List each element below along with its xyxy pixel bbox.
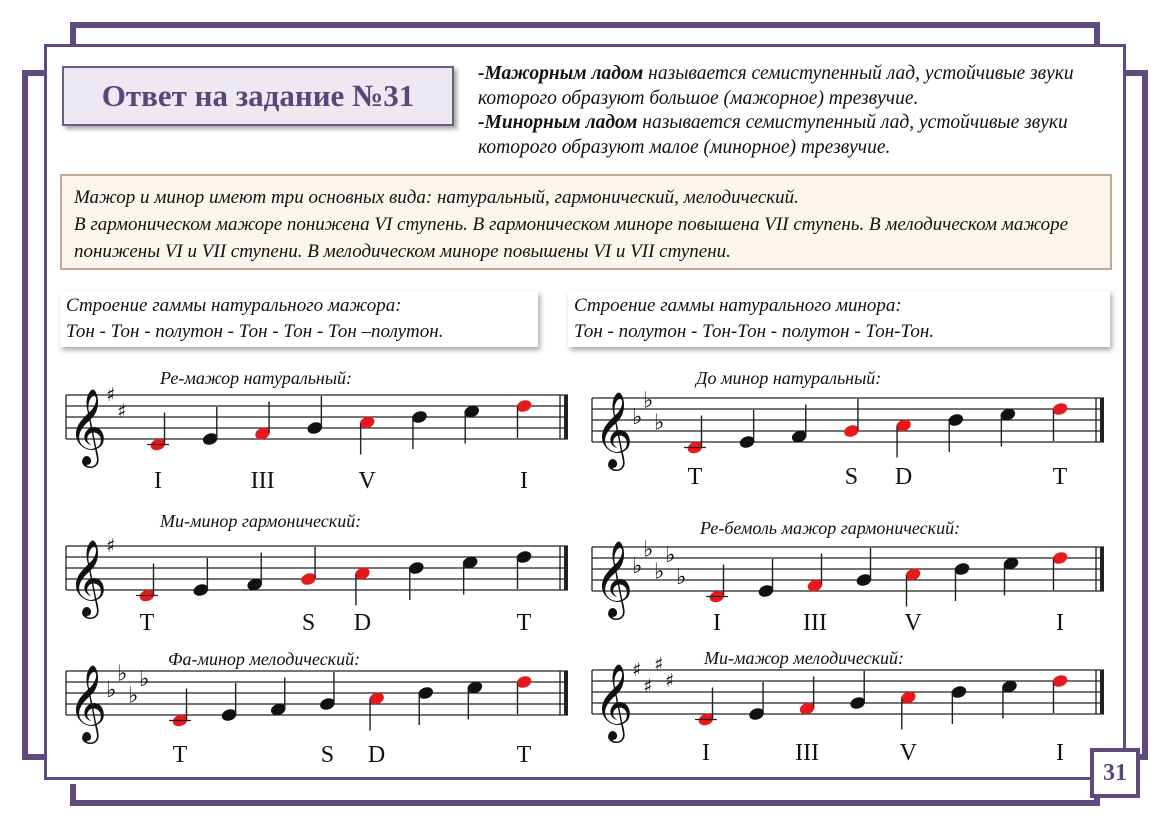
flat-icon: ♭ bbox=[139, 667, 150, 692]
degree-label: V bbox=[358, 468, 376, 494]
treble-clef-icon: 𝄞 bbox=[68, 664, 108, 741]
sharp-icon: ♯ bbox=[632, 659, 642, 681]
info-line-2: В гармоническом мажоре понижена VI ступень. В гармоническом миноре повышена VII ступень. В мелодическом мажоре понижены VI и VII ступени. В мелодическом миноре повышены VI и VII ступени. bbox=[74, 214, 1069, 262]
scale-staff bbox=[66, 649, 568, 768]
degree-label: D bbox=[367, 742, 386, 768]
definition-major-text: называется семиступенный лад, устойчивые звуки которого образуют большое (мажорное) трезвучие. bbox=[478, 63, 1074, 109]
definition-minor-text: называется семиступенный лад, устойчивые звуки которого образуют малое (минорное) трезвучие. bbox=[478, 112, 1068, 158]
treble-clef-icon: 𝄞 bbox=[68, 388, 108, 465]
structure-major-title: Строение гаммы натурального мажора: bbox=[66, 295, 402, 316]
degree-label: S bbox=[301, 610, 316, 636]
degree-label: III bbox=[803, 610, 827, 636]
degree-label: I bbox=[702, 740, 710, 766]
scale-title: Ре-мажор натуральный: bbox=[160, 368, 352, 388]
degree-label: S bbox=[320, 742, 335, 768]
treble-clef-icon: 𝄞 bbox=[594, 391, 634, 468]
degree-label: T bbox=[687, 464, 703, 490]
flat-icon: ♭ bbox=[643, 537, 654, 563]
sharp-icon: ♯ bbox=[643, 675, 653, 698]
scale-staff bbox=[66, 511, 568, 636]
degree-label: T bbox=[516, 610, 532, 636]
degree-label: I bbox=[520, 468, 528, 494]
sharp-icon: ♯ bbox=[117, 400, 127, 423]
flat-icon: ♭ bbox=[117, 661, 128, 687]
treble-clef-icon: 𝄞 bbox=[594, 663, 634, 740]
scale-title: Ми-мажор мелодический: bbox=[704, 648, 904, 668]
scale-staff bbox=[592, 368, 1104, 490]
definition-major-term: -Мажорным ладом bbox=[478, 63, 644, 84]
flat-icon: ♭ bbox=[106, 678, 117, 703]
flat-icon: ♭ bbox=[632, 405, 643, 430]
degree-label: S bbox=[844, 464, 859, 490]
degree-label: T bbox=[1052, 464, 1068, 490]
sharp-icon: ♯ bbox=[106, 384, 116, 406]
flat-icon: ♭ bbox=[665, 543, 676, 568]
sharp-icon: ♯ bbox=[665, 670, 675, 692]
flat-icon: ♭ bbox=[632, 554, 643, 579]
degree-label: I bbox=[713, 610, 721, 636]
page-number: 31 bbox=[1090, 748, 1140, 798]
scale-staff bbox=[66, 368, 568, 494]
degree-label: T bbox=[139, 610, 155, 636]
degree-label: III bbox=[795, 740, 820, 766]
page-title: Ответ на задание №31 bbox=[101, 78, 415, 113]
degree-label: V bbox=[904, 610, 922, 636]
scale-staff bbox=[592, 518, 1104, 636]
definition-minor-term: -Минорным ладом bbox=[478, 112, 638, 133]
degree-label: I bbox=[1056, 610, 1064, 636]
scale-title: Ре-бемоль мажор гармонический: bbox=[700, 518, 961, 538]
degree-label: V bbox=[899, 740, 917, 766]
degree-label: T bbox=[172, 742, 188, 768]
sharp-icon: ♯ bbox=[654, 653, 664, 676]
structure-minor-title: Строение гаммы натурального минора: bbox=[574, 295, 902, 316]
scale-staff bbox=[592, 648, 1104, 766]
degree-label: D bbox=[894, 464, 913, 490]
scale-title: Фа-минор мелодический: bbox=[168, 649, 361, 669]
flat-icon: ♭ bbox=[128, 683, 139, 709]
degree-label: I bbox=[154, 468, 162, 494]
structure-minor-pattern: Тон - полутон - Тон-Тон - полутон - Тон-Тон. bbox=[574, 321, 935, 342]
flat-icon: ♭ bbox=[643, 388, 654, 414]
flat-icon: ♭ bbox=[654, 559, 665, 585]
degree-label: D bbox=[353, 610, 372, 636]
scale-title: Ми-минор гармонический: bbox=[160, 511, 362, 531]
treble-clef-icon: 𝄞 bbox=[594, 540, 634, 617]
degree-label: T bbox=[516, 742, 532, 768]
degree-label: I bbox=[1056, 740, 1064, 766]
structure-major-pattern: Тон - Тон - полутон - Тон - Тон - Тон –полутон. bbox=[66, 321, 444, 342]
scale-title: До минор натуральный: bbox=[696, 368, 882, 388]
treble-clef-icon: 𝄞 bbox=[68, 539, 108, 616]
flat-icon: ♭ bbox=[654, 410, 665, 436]
degree-label: III bbox=[250, 468, 275, 494]
flat-icon: ♭ bbox=[676, 565, 687, 590]
info-line-1: Мажор и минор имеют три основных вида: натуральный, гармонический, мелодический. bbox=[74, 187, 799, 208]
sharp-icon: ♯ bbox=[106, 535, 116, 557]
